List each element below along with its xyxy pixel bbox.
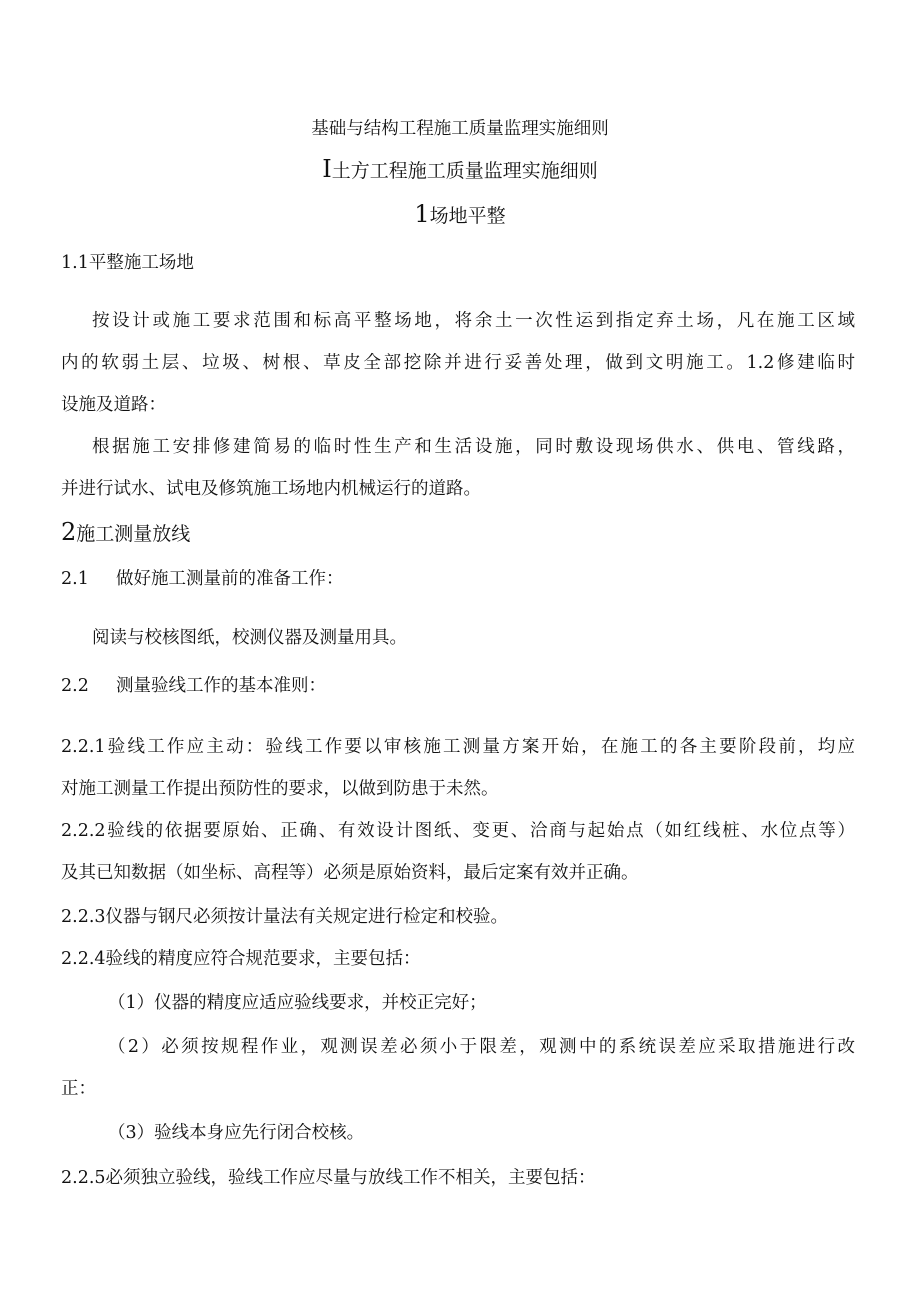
list-item-2-line-1: （2）必须按规程作业，观测误差必须小于限差，观测中的系统误差应采取措施进行改	[108, 1037, 855, 1057]
section-2-heading	[61, 518, 191, 546]
paragraph-1-line-1: 按设计或施工要求范围和标高平整场地，将余土一次性运到指定弃土场，凡在施工区域	[92, 311, 855, 331]
paragraph-2-2-2-line-1: 2.2.2验线的依据要原始、正确、有效设计图纸、变更、洽商与起始点（如红线桩、水位点等）	[61, 821, 855, 841]
chapter-number: I	[322, 155, 332, 183]
paragraph-2-2-4: 2.2.4验线的精度应符合规范要求，主要包括：	[61, 949, 421, 969]
paragraph-1-line-2: 内的软弱土层、垃圾、树根、草皮全部挖除并进行妥善处理，做到文明施工。1.2修建临时	[61, 353, 855, 373]
subsection-1-1-heading: 1.1平整施工场地	[61, 253, 194, 273]
paragraph-3: 阅读与校核图纸，校测仪器及测量用具。	[92, 628, 407, 648]
paragraph-2-2-1-line-2: 对施工测量工作提出预防性的要求，以做到防患于未然。	[61, 779, 499, 799]
paragraph-2-line-2: 并进行试水、试电及修筑施工场地内机械运行的道路。	[61, 479, 481, 499]
list-item-1: （1）仪器的精度应适应验线要求，并校正完好；	[108, 993, 487, 1013]
section-1-title: 场地平整	[429, 205, 506, 227]
subsection-2-1-number: 2.1	[61, 569, 89, 589]
paragraph-2-2-5: 2.2.5必须独立验线，验线工作应尽量与放线工作不相关，主要包括：	[61, 1168, 596, 1188]
paragraph-2-2-1-line-1: 2.2.1验线工作应主动：验线工作要以审核施工测量方案开始，在施工的各主要阶段前，均应	[61, 737, 855, 757]
section-1-number: 1	[414, 200, 430, 228]
list-item-2-line-2: 正：	[61, 1079, 96, 1099]
subsection-2-1-title: 做好施工测量前的准备工作：	[116, 569, 344, 589]
subsection-2-2-number: 2.2	[61, 676, 89, 696]
paragraph-1-line-3: 设施及道路：	[61, 395, 166, 415]
section-1-heading	[0, 200, 920, 228]
paragraph-2-line-1: 根据施工安排修建简易的临时性生产和生活设施，同时敷设现场供水、供电、管线路，	[92, 437, 855, 457]
section-2-number: 2	[61, 518, 77, 546]
chapter-title: 土方工程施工质量监理实施细则	[331, 160, 598, 182]
document-title: 基础与结构工程施工质量监理实施细则	[311, 119, 609, 139]
paragraph-2-2-2-line-2: 及其已知数据（如坐标、高程等）必须是原始资料，最后定案有效并正确。	[61, 863, 639, 883]
paragraph-2-2-3: 2.2.3仪器与钢尺必须按计量法有关规定进行检定和校验。	[61, 907, 509, 927]
list-item-3: （3）验线本身应先行闭合校核。	[108, 1123, 365, 1143]
chapter-heading	[0, 155, 920, 183]
section-2-title: 施工测量放线	[76, 523, 191, 545]
subsection-2-2-title: 测量验线工作的基本准则：	[116, 676, 326, 696]
